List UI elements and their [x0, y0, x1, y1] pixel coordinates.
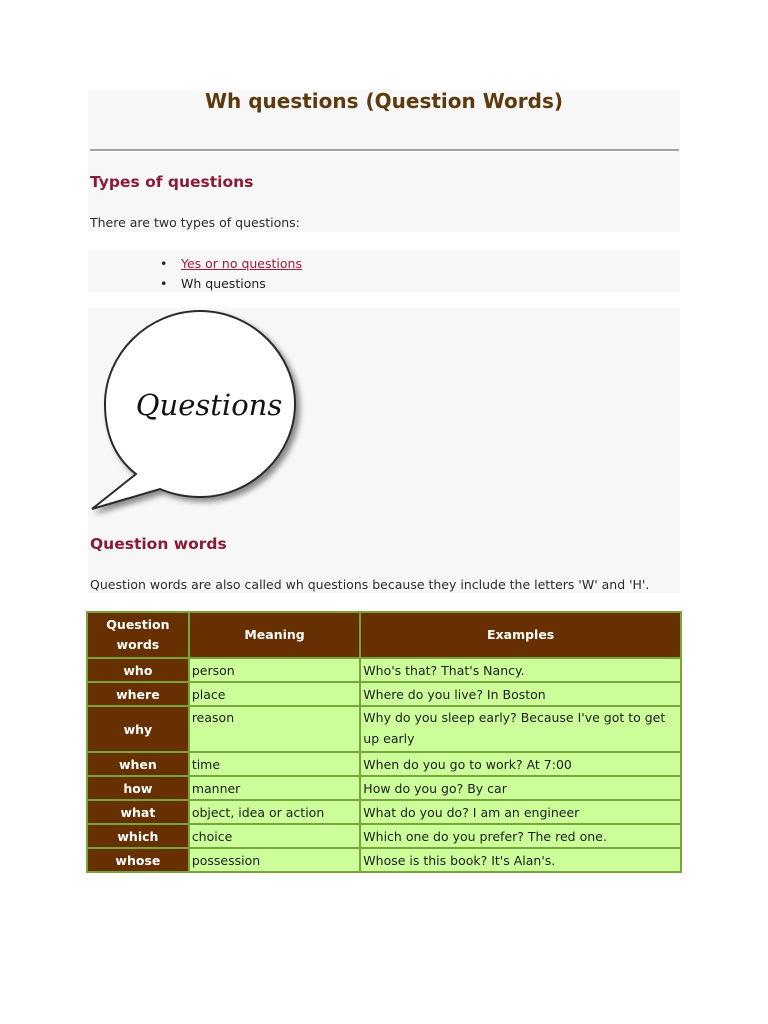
speech-bubble-image [88, 308, 318, 523]
table-row [87, 824, 681, 848]
question-words-intro: Question words are also called wh questions because they include the letters 'W' and 'H'. [90, 577, 650, 592]
column-header-question-words: Question words [87, 612, 189, 658]
list-item [160, 254, 302, 274]
example-cell: Where do you live? In Boston [360, 682, 681, 706]
question-word-cell: why [87, 706, 189, 752]
meaning-cell: person [189, 658, 360, 682]
question-word-cell: when [87, 752, 189, 776]
bullet-icon: • [160, 256, 168, 271]
question-types-list [160, 254, 302, 294]
types-of-questions-heading: Types of questions [90, 173, 254, 191]
question-word-cell: who [87, 658, 189, 682]
example-cell: Whose is this book? It's Alan's. [360, 848, 681, 872]
example-cell: Why do you sleep early? Because I've got to get up early [360, 706, 681, 752]
example-cell: Who's that? That's Nancy. [360, 658, 681, 682]
bullet-icon: • [160, 276, 168, 291]
table-row [87, 800, 681, 824]
page-title: Wh questions (Question Words) [204, 89, 564, 113]
table-row [87, 776, 681, 800]
example-cell: What do you do? I am an engineer [360, 800, 681, 824]
table-row [87, 752, 681, 776]
meaning-cell: choice [189, 824, 360, 848]
types-intro-text: There are two types of questions: [90, 215, 300, 230]
question-word-cell: how [87, 776, 189, 800]
table-row [87, 848, 681, 872]
column-header-examples: Examples [360, 612, 681, 658]
meaning-cell: possession [189, 848, 360, 872]
meaning-cell: time [189, 752, 360, 776]
table-header-row [87, 612, 681, 658]
example-cell: When do you go to work? At 7:00 [360, 752, 681, 776]
meaning-cell: object, idea or action [189, 800, 360, 824]
question-word-cell: where [87, 682, 189, 706]
title-divider [90, 149, 679, 151]
question-word-cell: whose [87, 848, 189, 872]
meaning-cell: place [189, 682, 360, 706]
question-word-cell: which [87, 824, 189, 848]
meaning-cell: reason [189, 706, 360, 752]
bubble-text: Questions [135, 388, 283, 422]
list-item [160, 274, 302, 294]
meaning-cell: manner [189, 776, 360, 800]
table-row [87, 682, 681, 706]
question-word-cell: what [87, 800, 189, 824]
table-row [87, 658, 681, 682]
wh-questions-item: Wh questions [181, 276, 266, 291]
question-words-heading: Question words [90, 535, 227, 553]
table-row [87, 706, 681, 752]
example-cell: How do you go? By car [360, 776, 681, 800]
question-words-table [86, 611, 682, 873]
column-header-meaning: Meaning [189, 612, 360, 658]
yes-no-questions-link[interactable]: Yes or no questions [181, 256, 302, 271]
example-cell: Which one do you prefer? The red one. [360, 824, 681, 848]
